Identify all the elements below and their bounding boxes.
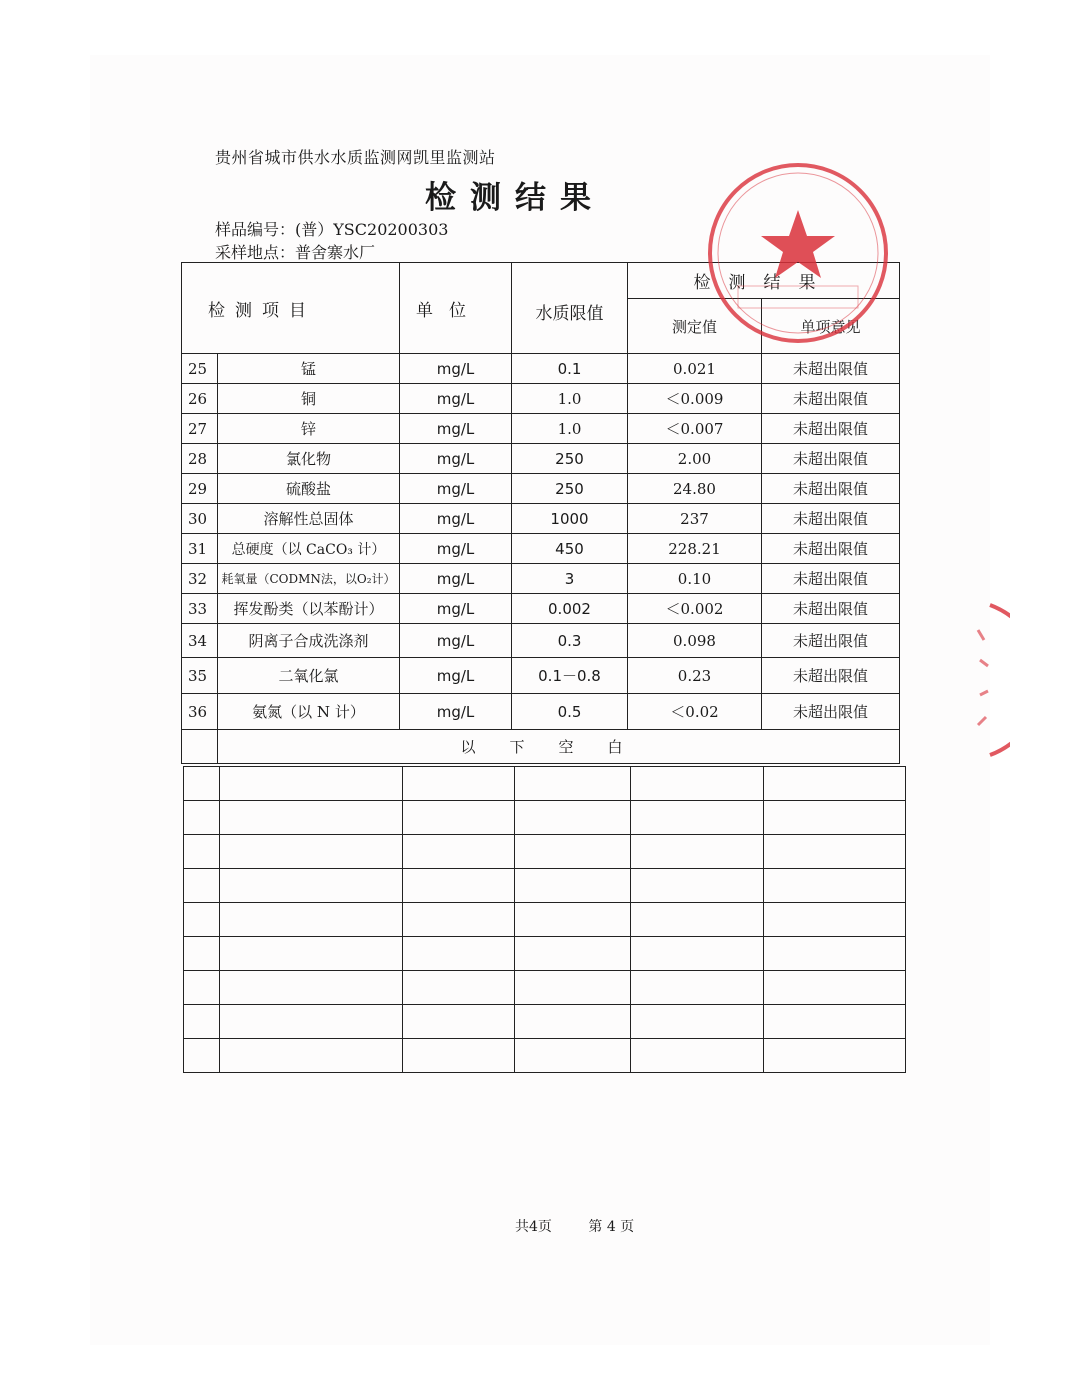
- table-row: [182, 444, 900, 474]
- table-row: [182, 658, 900, 694]
- row-opinion: 未超出限值: [762, 694, 900, 730]
- row-item: 耗氧量（CODMN法，以O₂计）: [218, 564, 400, 594]
- empty-row: [184, 869, 906, 903]
- row-no: 32: [182, 564, 218, 594]
- row-item: 挥发酚类（以苯酚计）: [218, 594, 400, 624]
- row-item: 锰: [218, 354, 400, 384]
- table-row: [182, 624, 900, 658]
- row-unit: mg/L: [400, 564, 512, 594]
- row-limit: 450: [512, 534, 628, 564]
- header-opinion: 单项意见: [762, 299, 900, 354]
- row-item: 二氧化氯: [218, 658, 400, 694]
- row-unit: mg/L: [400, 444, 512, 474]
- row-no: 30: [182, 504, 218, 534]
- row-unit: mg/L: [400, 474, 512, 504]
- row-value: ＜0.009: [628, 384, 762, 414]
- row-value: ＜0.02: [628, 694, 762, 730]
- table-row: [182, 384, 900, 414]
- row-item: 铜: [218, 384, 400, 414]
- row-limit: 250: [512, 444, 628, 474]
- row-limit: 0.1: [512, 354, 628, 384]
- table-row: [182, 534, 900, 564]
- row-limit: 0.1－0.8: [512, 658, 628, 694]
- row-opinion: 未超出限值: [762, 474, 900, 504]
- row-limit: 3: [512, 564, 628, 594]
- row-no: 34: [182, 624, 218, 658]
- row-item: 总硬度（以 CaCO₃ 计）: [218, 534, 400, 564]
- row-opinion: 未超出限值: [762, 534, 900, 564]
- header-limit: 水质限值: [512, 263, 628, 354]
- header-measured: 测定值: [628, 299, 762, 354]
- official-seal-stamp: [703, 158, 893, 348]
- row-limit: 0.002: [512, 594, 628, 624]
- row-value: 24.80: [628, 474, 762, 504]
- blank-cell: [182, 730, 218, 764]
- row-item: 阴离子合成洗涤剂: [218, 624, 400, 658]
- row-opinion: 未超出限值: [762, 354, 900, 384]
- row-no: 25: [182, 354, 218, 384]
- table-row: [182, 504, 900, 534]
- table-row: [182, 414, 900, 444]
- row-limit: 1.0: [512, 384, 628, 414]
- empty-rows-table: [183, 766, 906, 1073]
- row-no: 26: [182, 384, 218, 414]
- sample-number: 样品编号：(普）YSC20200303: [215, 220, 449, 239]
- row-value: 0.23: [628, 658, 762, 694]
- page-title: 检测结果: [425, 180, 605, 216]
- header-unit: 单位: [400, 263, 512, 354]
- row-item: 溶解性总固体: [218, 504, 400, 534]
- empty-row: [184, 767, 906, 801]
- empty-row: [184, 903, 906, 937]
- row-opinion: 未超出限值: [762, 658, 900, 694]
- row-value: ＜0.002: [628, 594, 762, 624]
- table-row: [182, 694, 900, 730]
- empty-row: [184, 1005, 906, 1039]
- row-unit: mg/L: [400, 504, 512, 534]
- row-value: 0.021: [628, 354, 762, 384]
- row-limit: 1000: [512, 504, 628, 534]
- row-opinion: 未超出限值: [762, 624, 900, 658]
- header-result: 检测结果: [628, 263, 900, 299]
- row-limit: 0.3: [512, 624, 628, 658]
- row-value: ＜0.007: [628, 414, 762, 444]
- row-no: 33: [182, 594, 218, 624]
- row-unit: mg/L: [400, 384, 512, 414]
- row-unit: mg/L: [400, 658, 512, 694]
- table-row: [182, 354, 900, 384]
- organization-name: 贵州省城市供水水质监测网凯里监测站: [215, 148, 496, 167]
- row-limit: 250: [512, 474, 628, 504]
- row-opinion: 未超出限值: [762, 444, 900, 474]
- row-opinion: 未超出限值: [762, 564, 900, 594]
- page-footer: [515, 1216, 666, 1236]
- row-value: 228.21: [628, 534, 762, 564]
- empty-row: [184, 1039, 906, 1073]
- row-no: 27: [182, 414, 218, 444]
- row-no: 36: [182, 694, 218, 730]
- row-limit: 1.0: [512, 414, 628, 444]
- row-item: 氨氮（以 N 计）: [218, 694, 400, 730]
- row-value: 2.00: [628, 444, 762, 474]
- row-no: 31: [182, 534, 218, 564]
- row-item: 硫酸盐: [218, 474, 400, 504]
- blank-note: 以下空白: [218, 730, 900, 764]
- row-unit: mg/L: [400, 594, 512, 624]
- row-opinion: 未超出限值: [762, 594, 900, 624]
- empty-row: [184, 971, 906, 1005]
- blank-row: [182, 730, 900, 764]
- empty-row: [184, 835, 906, 869]
- header-item: 检测项目: [182, 263, 400, 354]
- row-unit: mg/L: [400, 414, 512, 444]
- row-opinion: 未超出限值: [762, 384, 900, 414]
- row-limit: 0.5: [512, 694, 628, 730]
- empty-row: [184, 937, 906, 971]
- row-unit: mg/L: [400, 694, 512, 730]
- sample-site: 采样地点：普舍寨水厂: [215, 243, 376, 262]
- table-row: [182, 564, 900, 594]
- current-page: 第 4 页: [588, 1219, 635, 1235]
- row-opinion: 未超出限值: [762, 504, 900, 534]
- row-no: 35: [182, 658, 218, 694]
- row-no: 29: [182, 474, 218, 504]
- table-row: [182, 474, 900, 504]
- row-opinion: 未超出限值: [762, 414, 900, 444]
- partial-seal-stamp: [950, 600, 1010, 760]
- row-item: 氯化物: [218, 444, 400, 474]
- row-value: 0.10: [628, 564, 762, 594]
- table-row: [182, 594, 900, 624]
- row-item: 锌: [218, 414, 400, 444]
- row-unit: mg/L: [400, 354, 512, 384]
- row-no: 28: [182, 444, 218, 474]
- row-value: 237: [628, 504, 762, 534]
- row-unit: mg/L: [400, 624, 512, 658]
- row-unit: mg/L: [400, 534, 512, 564]
- empty-row: [184, 801, 906, 835]
- row-value: 0.098: [628, 624, 762, 658]
- total-pages: 共4页: [515, 1219, 552, 1235]
